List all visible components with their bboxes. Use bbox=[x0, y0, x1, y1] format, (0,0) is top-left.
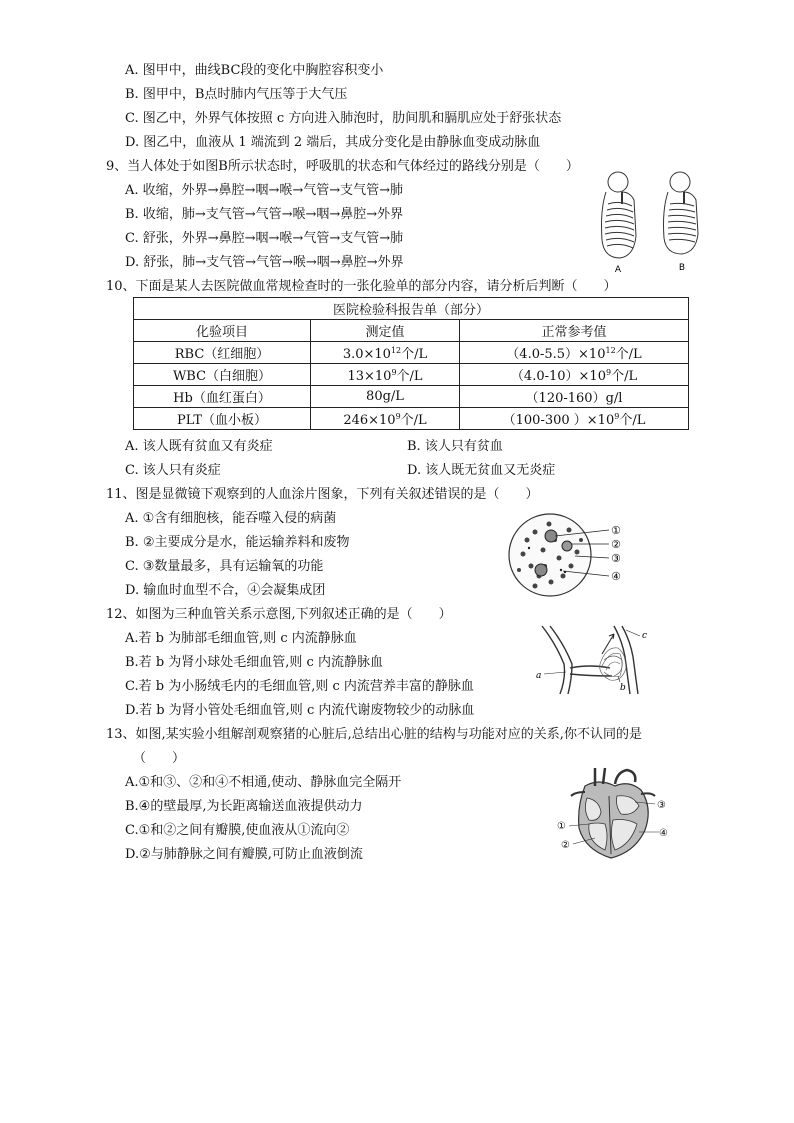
q8-option-a: A. 图甲中，曲线BC段的变化中胸腔容积变小 bbox=[125, 63, 384, 78]
q13-option-c: C.①和②之间有瓣膜,使血液从①流向② bbox=[125, 823, 350, 838]
header-value: 测定值 bbox=[311, 320, 460, 342]
row-value: $246\times 10^9$个/L bbox=[311, 408, 460, 430]
q12-stem: 12、如图为三种血管关系示意图,下列叙述正确的是（ ） bbox=[106, 607, 452, 622]
row-item: Hb（血红蛋白） bbox=[134, 386, 311, 408]
smear-label-4: ④ bbox=[611, 570, 621, 583]
table-row bbox=[134, 408, 689, 430]
lab-report-table bbox=[133, 297, 689, 430]
q13-option-d: D.②与肺静脉之间有瓣膜,可防止血液倒流 bbox=[125, 847, 363, 862]
q9-option-b: B. 收缩，肺→支气管→气管→喉→咽→鼻腔→外界 bbox=[125, 207, 404, 222]
q9-option-d: D. 舒张，肺→支气管→气管→喉→咽→鼻腔→外界 bbox=[125, 255, 404, 270]
q11-option-b: B. ②主要成分是水，能运输养料和废物 bbox=[125, 535, 350, 550]
q10-option-d: D. 该人既无贫血又无炎症 bbox=[407, 463, 556, 478]
q9-stem: 9、当人体处于如图B所示状态时，呼吸肌的状态和气体经过的路线分别是（ ） bbox=[106, 159, 579, 174]
q13-option-b: B.④的壁最厚,为长距离输送血液提供动力 bbox=[125, 799, 363, 814]
row-item: RBC（红细胞） bbox=[134, 342, 311, 364]
heart-label-1: ① bbox=[557, 821, 566, 832]
row-item: PLT（血小板） bbox=[134, 408, 311, 430]
torso-figure-a bbox=[602, 172, 637, 258]
figure-label-b: B bbox=[678, 263, 686, 273]
vessel-label-c: c bbox=[642, 631, 648, 641]
q11-option-a: A. ①含有细胞核，能吞噬入侵的病菌 bbox=[125, 511, 337, 526]
q11-stem: 11、图是显微镜下观察到的人血涂片图象，下列有关叙述错误的是（ ） bbox=[106, 487, 539, 502]
figure-label-a: A bbox=[614, 265, 622, 275]
vessel-label-b: b bbox=[620, 683, 626, 693]
q12-option-a: A.若 b 为肺部毛细血管,则 c 内流静脉血 bbox=[125, 631, 357, 646]
header-reference: 正常参考值 bbox=[460, 320, 689, 342]
q8-option-c: C. 图乙中，外界气体按照 c 方向进入肺泡时，肋间肌和膈肌应处于舒张状态 bbox=[125, 111, 562, 126]
q10-option-c: C. 该人只有炎症 bbox=[125, 463, 221, 478]
smear-label-1: ① bbox=[611, 524, 621, 537]
q12-option-b: B.若 b 为肾小球处毛细血管,则 c 内流静脉血 bbox=[125, 655, 383, 670]
smear-label-3: ③ bbox=[611, 552, 621, 565]
q10-option-b: B. 该人只有贫血 bbox=[407, 439, 503, 454]
q9-option-c: C. 舒张，外界→鼻腔→咽→喉→气管→支气管→肺 bbox=[125, 231, 404, 246]
table-row bbox=[134, 342, 689, 364]
row-reference: （120-160）g/l bbox=[460, 386, 689, 408]
row-reference: $(4.0-10)\times 10^9$个/L bbox=[460, 364, 689, 386]
smear-label-2: ② bbox=[611, 538, 621, 551]
q12-option-c: C.若 b 为小肠绒毛内的毛细血管,则 c 内流营养丰富的静脉血 bbox=[125, 679, 474, 694]
heart-label-4: ④ bbox=[659, 828, 668, 839]
heart-label-2: ② bbox=[561, 840, 570, 851]
breathing-figure bbox=[592, 170, 712, 278]
row-value: $3.0\times 10^{12}$个/L bbox=[311, 342, 460, 364]
blood-smear-figure bbox=[505, 510, 630, 600]
q13-stem-cont: （ ） bbox=[133, 751, 186, 766]
row-item: WBC（白细胞） bbox=[134, 364, 311, 386]
table-row bbox=[134, 386, 689, 408]
q13-stem: 13、如图,某实验小组解剖观察猪的心脏后,总结出心脏的结构与功能对应的关系,你不认同的是 bbox=[106, 727, 642, 742]
header-item: 化验项目 bbox=[134, 320, 311, 342]
row-value: $13\times 10^9$个/L bbox=[311, 364, 460, 386]
heart-figure bbox=[555, 766, 675, 866]
q12-option-d: D.若 b 为肾小管处毛细血管,则 c 内流代谢废物较少的动脉血 bbox=[125, 703, 475, 718]
q11-option-c: C. ③数量最多，具有运输氧的功能 bbox=[125, 559, 324, 574]
heart-label-3: ③ bbox=[657, 800, 666, 811]
q13-option-a: A.①和③、②和④不相通,使动、静脉血完全隔开 bbox=[125, 775, 402, 790]
vessel-label-a: a bbox=[536, 671, 542, 681]
q10-option-a: A. 该人既有贫血又有炎症 bbox=[125, 439, 273, 454]
blood-vessel-figure bbox=[530, 624, 660, 696]
table-row bbox=[134, 364, 689, 386]
q10-stem: 10、下面是某人去医院做血常规检查时的一张化验单的部分内容，请分析后判断（ ） bbox=[106, 279, 617, 294]
row-reference: （100-300 ）$\times 10^9$个/L bbox=[460, 408, 689, 430]
q8-option-d: D. 图乙中，血液从 1 端流到 2 端后，其成分变化是由静脉血变成动脉血 bbox=[125, 135, 541, 150]
q11-option-d: D. 输血时血型不合，④会凝集成团 bbox=[125, 583, 326, 598]
row-reference: $(4.0-5.5)\times 10^{12}$个/L bbox=[460, 342, 689, 364]
torso-figure-b bbox=[664, 172, 699, 254]
row-value: 80g/L bbox=[311, 386, 460, 408]
q9-option-a: A. 收缩，外界→鼻腔→咽→喉→气管→支气管→肺 bbox=[125, 183, 404, 198]
q8-option-b: B. 图甲中，B点时肺内气压等于大气压 bbox=[125, 87, 348, 102]
table-title: 医院检验科报告单（部分） bbox=[134, 298, 689, 320]
